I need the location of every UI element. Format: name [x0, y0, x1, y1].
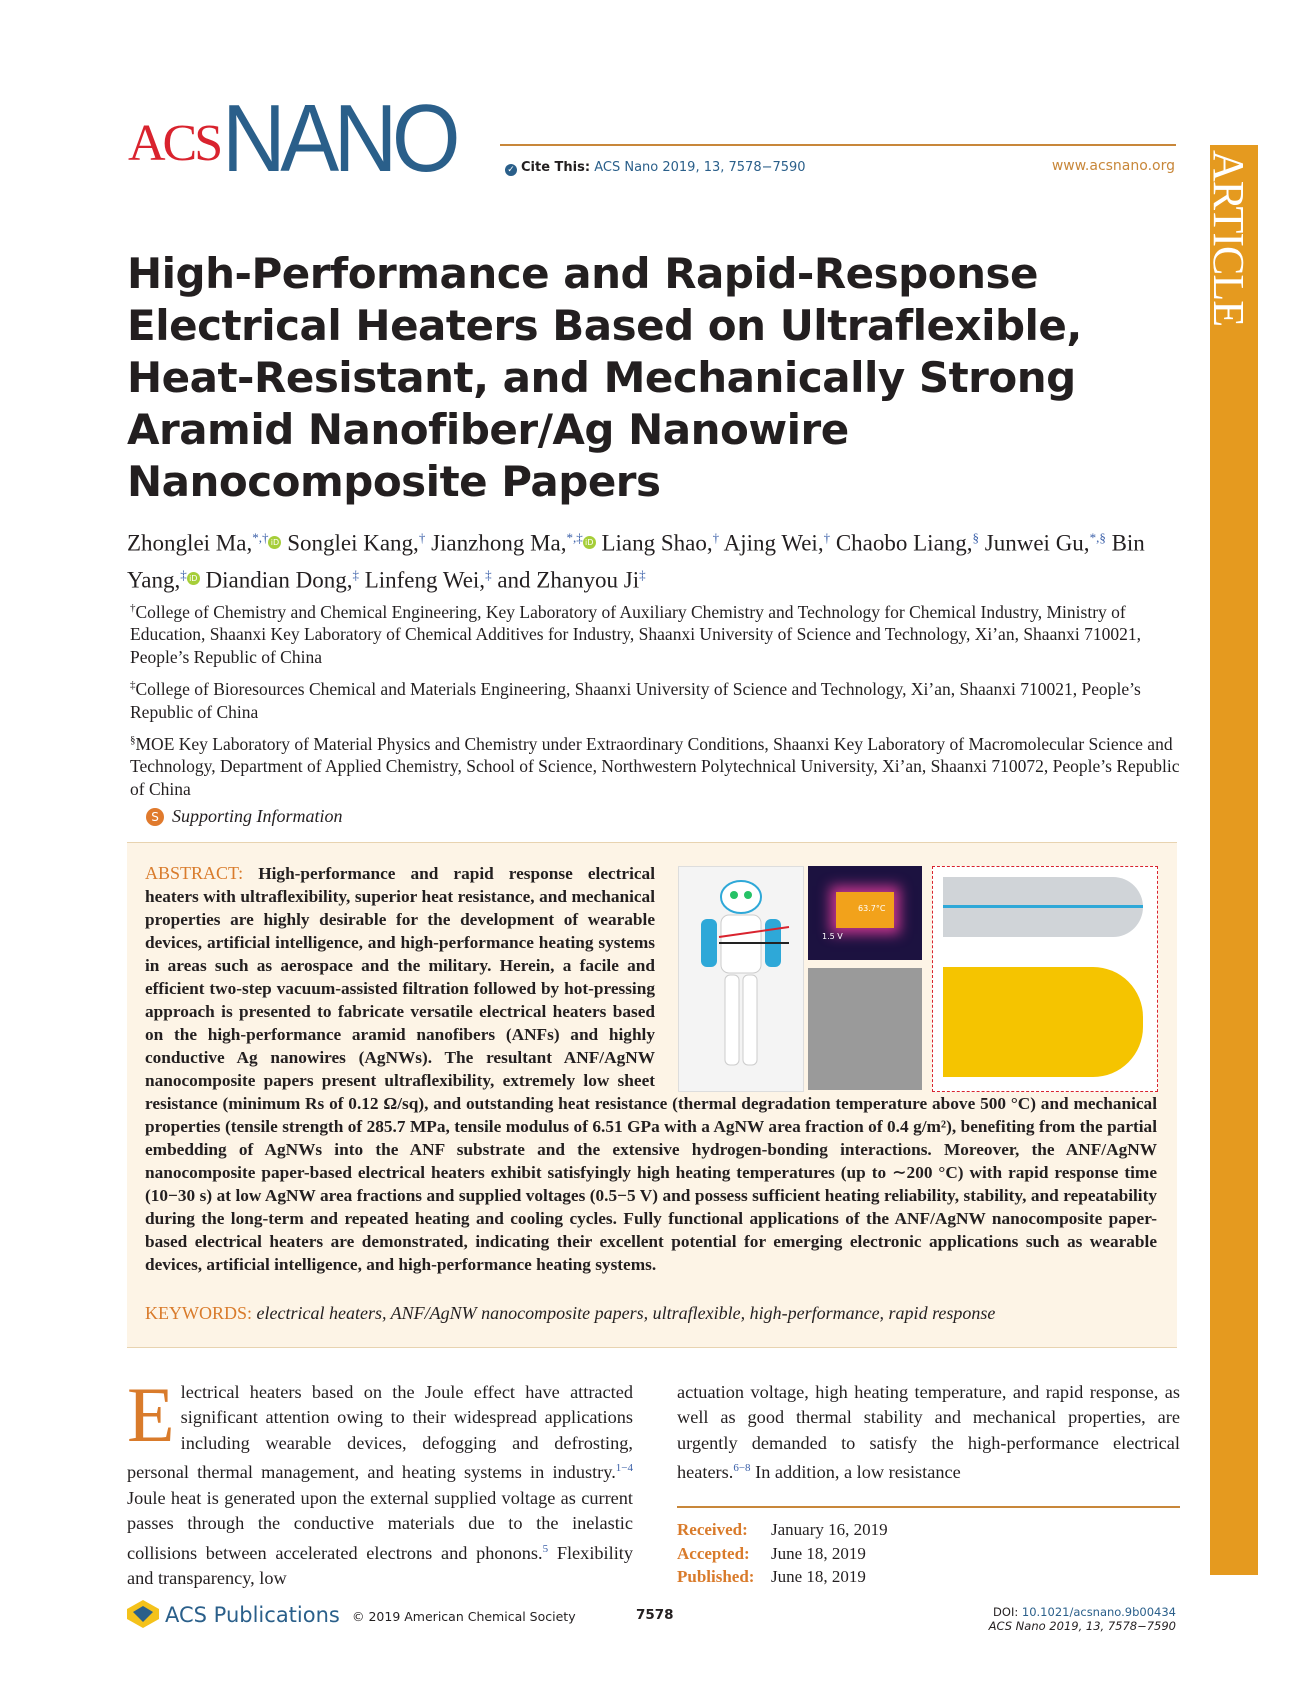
- supporting-information-link[interactable]: [146, 806, 343, 827]
- anf-layer: [943, 967, 1143, 1077]
- orcid-icon[interactable]: iD: [583, 536, 596, 549]
- cite-this[interactable]: [505, 160, 806, 176]
- check-icon: ✓: [505, 164, 517, 176]
- molecular-schematic: [932, 866, 1158, 1092]
- affiliation-3: §MOE Key Laboratory of Material Physics and Chemistry under Extraordinary Conditions, Shaanxi Key Laboratory of Macromolecular Science and Technology, Department of Applied Chemistry, School of Science, Northwestern Polytechnical University, Xi’an, Shaanxi 710072, People’s Republic of China: [130, 733, 1180, 799]
- website-link[interactable]: www.acsnano.org: [1051, 158, 1175, 174]
- toc-graphic: [678, 866, 1156, 1090]
- page-number: 7578: [636, 1607, 674, 1623]
- author-marks: †: [823, 530, 831, 545]
- temperature-readout: 63.7°C: [858, 904, 886, 913]
- supporting-info-label: Supporting Information: [172, 806, 343, 826]
- author-marks: *,§: [1089, 530, 1106, 545]
- keywords: [145, 1303, 1165, 1324]
- author-marks: §: [972, 530, 980, 545]
- acs-publications-logo[interactable]: [127, 1600, 340, 1628]
- cite-label: Cite This:: [521, 160, 591, 175]
- author-name[interactable]: Ajing Wei,: [723, 530, 824, 556]
- author-name[interactable]: Junwei Gu,: [984, 530, 1090, 556]
- date-received: Received: January 16, 2019: [677, 1520, 888, 1539]
- keywords-label: KEYWORDS:: [145, 1303, 252, 1323]
- author-marks: ‡: [352, 566, 359, 582]
- ref-link[interactable]: 1−4: [615, 1462, 633, 1475]
- cite-value[interactable]: ACS Nano 2019, 13, 7578−7590: [594, 160, 806, 175]
- header-rule: [500, 144, 1176, 146]
- infrared-image: [808, 866, 922, 960]
- article-side-tab: [1204, 145, 1258, 1575]
- author-marks: ‡: [639, 566, 646, 582]
- acs-hexagon-icon: [127, 1600, 159, 1628]
- orcid-icon[interactable]: iD: [187, 572, 200, 585]
- robot-photo: [678, 866, 804, 1092]
- publisher-name: ACS Publications: [165, 1603, 340, 1627]
- abstract-label: ABSTRACT:: [145, 863, 244, 883]
- author-name[interactable]: and Zhanyou Ji: [497, 567, 640, 593]
- logo-nano: NANO: [222, 85, 456, 192]
- author-name[interactable]: Diandian Dong,: [205, 567, 353, 593]
- dropcap: E: [127, 1371, 175, 1458]
- author-marks: †: [418, 530, 426, 545]
- date-published: Published: June 18, 2019: [677, 1567, 866, 1586]
- affiliation-2: ‡College of Bioresources Chemical and Materials Engineering, Shaanxi University of Science and Technology, Xi’an, Shaanxi 710021, People’s Republic of China: [130, 679, 1141, 722]
- doi-block: [989, 1605, 1176, 1633]
- author-marks: ‡: [485, 566, 492, 582]
- doi-label: DOI:: [993, 1605, 1019, 1619]
- copyright: © 2019 American Chemical Society: [352, 1609, 576, 1624]
- date-accepted: Accepted: June 18, 2019: [677, 1543, 866, 1563]
- body-column-2: actuation voltage, high heating temperature, and rapid response, as well as good thermal stability and mechanical properties, are urgently demanded to satisfy the high-performance electrical heaters.$^{6-8}$ In addition, a low resistance: [677, 1382, 1180, 1483]
- author-list: [127, 522, 1207, 595]
- article-side-tab-label: ARTICLE: [1204, 150, 1253, 327]
- article-dates: [677, 1518, 888, 1589]
- abstract-text: High-performance and rapid response electrical heaters with ultraflexibility, superior heat resistance, and mechanical properties are highly desirable for the development of wearable devices, artificial intelligence, and high-performance heating systems in areas such as aerospace and the military. Herein, a facile and efficient two-step vacuum-assisted filtration followed by hot-pressing approach is presented to fabricate versatile electrical heaters based on the high-performance aramid nanofibers (ANFs) and highly conductive Ag nanowires (AgNWs). The resultant ANF/AgNW nanocomposite papers present ultraflexibility, extremely low sheet resistance (minimum Rs of 0.12 Ω/sq), and outstanding heat resistance (thermal degradation temperature above 500 °C) and mechanical properties (tensile strength of 285.7 MPa, tensile modulus of 6.51 GPa with a AgNW area fraction of 0.4 g/m²), benefiting from the partial embedding of AgNWs into the ANF substrate and the extensive hydrogen-bonding interactions. Moreover, the ANF/AgNW nanocomposite paper-based electrical heaters exhibit satisfyingly high heating temperatures (up to ∼200 °C) with rapid response time (10−30 s) at low AgNW area fractions and supplied voltages (0.5−5 V) and possess sufficient heating reliability, stability, and repeatability during the long-term and repeated heating and cooling cycles. Fully functional applications of the ANF/AgNW nanocomposite paper-based electrical heaters are demonstrated, indicating their excellent potential for emerging electronic applications such as wearable devices, artificial intelligence, and high-performance heating systems.: [145, 864, 1157, 1274]
- dates-rule: [677, 1506, 1180, 1508]
- author-marks: †: [712, 530, 720, 545]
- ref-link[interactable]: 5: [542, 1542, 549, 1555]
- author-name[interactable]: Liang Shao,: [601, 530, 713, 556]
- orcid-icon[interactable]: iD: [268, 536, 281, 549]
- author-marks: *,†: [252, 530, 269, 545]
- ref-link[interactable]: 6−8: [733, 1462, 751, 1475]
- journal-reference: ACS Nano 2019, 13, 7578−7590: [988, 1619, 1176, 1633]
- author-name[interactable]: Jianzhong Ma,: [431, 530, 567, 556]
- nanowire: [943, 905, 1143, 908]
- keywords-text: electrical heaters, ANF/AgNW nanocomposite papers, ultraflexible, high-performance, rapid response: [256, 1303, 996, 1323]
- affiliation-1: †College of Chemistry and Chemical Engineering, Key Laboratory of Auxiliary Chemistry and Technology for Chemical Industry, Ministry of Education, Shaanxi Key Laboratory of Chemical Additives for Industry, Shaanxi University of Science and Technology, Xi’an, Shaanxi 710021, People’s Republic of China: [130, 601, 1141, 667]
- supporting-info-icon: S: [146, 808, 164, 826]
- body-column-1: Electrical heaters based on the Joule effect have attracted significant attention owing to their widespread applications including wearable devices, defogging and defrosting, personal thermal management, and heating systems in industry.$^{1-4}$ Joule heat is generated upon the external supplied voltage as current passes through the conductive materials due to the inelastic collisions between accelerated electrons and phonons.$^5$ Flexibility and transparency, low: [127, 1371, 633, 1589]
- author-marks: ‡: [180, 566, 187, 582]
- author-name[interactable]: Chaobo Liang,: [835, 530, 973, 556]
- author-name[interactable]: Bin Yang,: [127, 530, 1145, 593]
- voltage-label: 1.5 V: [822, 932, 843, 941]
- author-name[interactable]: Zhonglei Ma,: [127, 530, 253, 556]
- affiliations: [130, 597, 1190, 806]
- author-name[interactable]: Songlei Kang,: [287, 530, 419, 556]
- logo-acs: ACS: [128, 115, 221, 172]
- article-title: High-Performance and Rapid-Response Electrical Heaters Based on Ultraflexible, Heat-Resistant, and Mechanically Strong Aramid Nanofiber/Ag Nanowire Nanocomposite Papers: [127, 249, 1082, 506]
- author-name[interactable]: Linfeng Wei,: [364, 567, 486, 593]
- doi-link[interactable]: 10.1021/acsnano.9b00434: [1021, 1605, 1176, 1619]
- sem-image: [808, 968, 922, 1090]
- author-marks: *,‡: [566, 530, 583, 545]
